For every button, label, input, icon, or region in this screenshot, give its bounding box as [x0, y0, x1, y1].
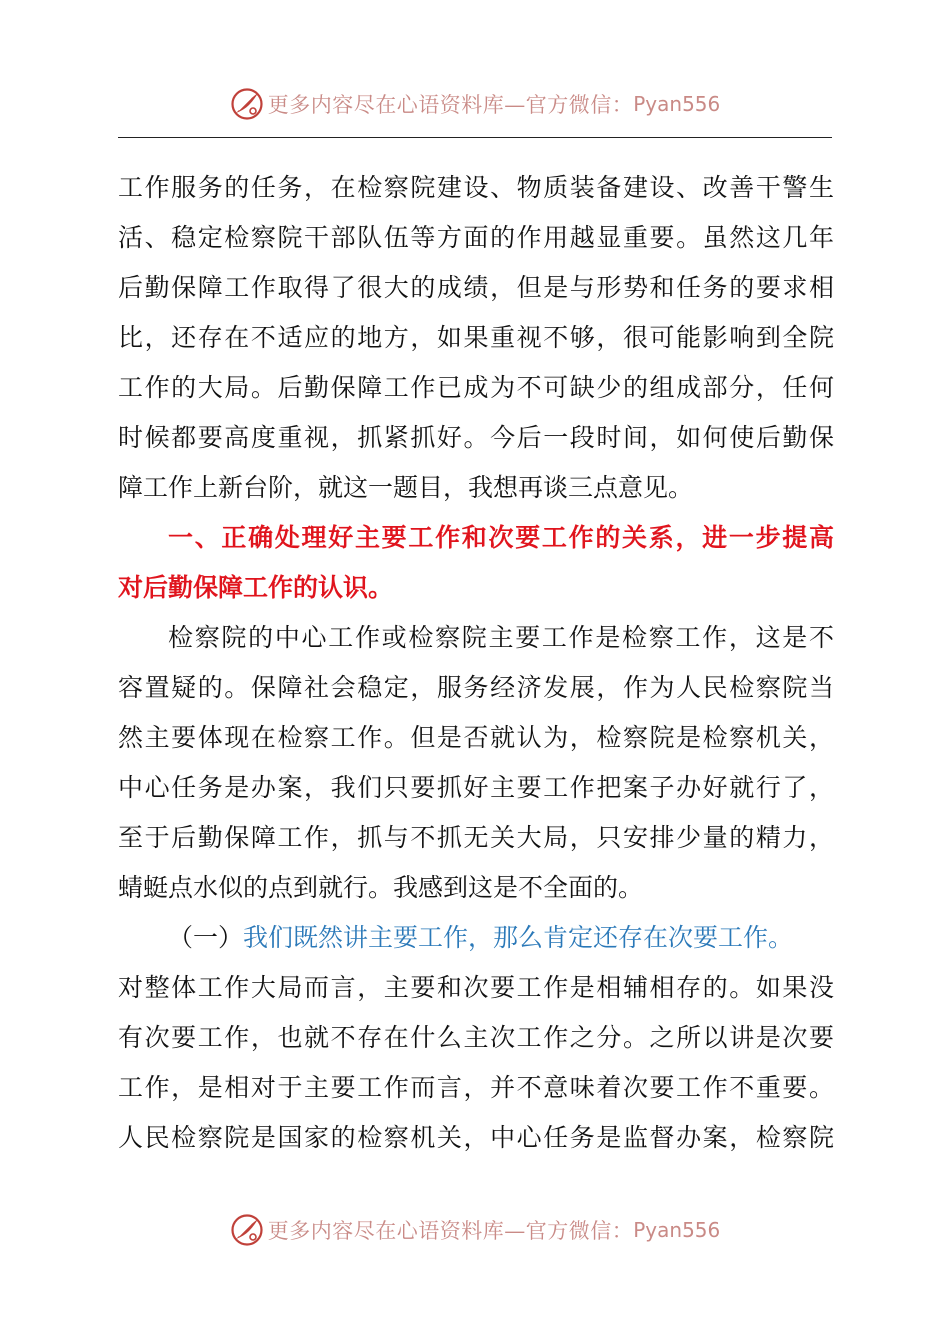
text-line: 蜻蜓点水似的点到就行。我感到这是不全面的。: [118, 873, 644, 902]
text-line: 容置疑的。保障社会稳定，服务经济发展，作为人民检察院当: [118, 673, 834, 702]
subheading-line: [118, 913, 834, 963]
banner-text: 更多内容尽在心语资料库—官方微信：: [267, 1219, 634, 1243]
section-heading: [118, 513, 834, 613]
pen-logo-icon: [230, 1213, 264, 1247]
header-divider: [118, 137, 832, 138]
subheading-number: （一）: [168, 923, 244, 952]
text-line: 时候都要高度重视，抓紧抓好。今后一段时间，如何使后勤保: [118, 423, 834, 452]
text-line: 障工作上新台阶，就这一题目，我想再谈三点意见。: [118, 473, 694, 502]
text-line: 人民检察院是国家的检察机关，中心任务是监督办案，检察院: [118, 1123, 834, 1152]
footer-watermark-banner: [0, 1210, 950, 1250]
paragraph-1: [118, 163, 834, 513]
banner-text: 更多内容尽在心语资料库—官方微信：: [267, 93, 634, 117]
paragraph-2: [118, 613, 834, 913]
text-line: 工作的大局。后勤保障工作已成为不可缺少的组成部分，任何: [118, 373, 834, 402]
banner-wechat-id: Pyan556: [633, 92, 721, 116]
text-line: 对整体工作大局而言，主要和次要工作是相辅相存的。如果没: [118, 973, 834, 1002]
pen-logo-icon: [230, 87, 264, 121]
header-watermark-banner: [0, 84, 950, 124]
text-line: 中心任务是办案，我们只要抓好主要工作把案子办好就行了，: [118, 773, 834, 802]
heading-line: 对后勤保障工作的认识。: [118, 573, 394, 602]
document-body: [118, 163, 834, 1163]
text-line: 工作，是相对于主要工作而言，并不意味着次要工作不重要。: [118, 1073, 834, 1102]
heading-line: 一、正确处理好主要工作和次要工作的关系，进一步提高: [168, 523, 834, 552]
text-line: 有次要工作，也就不存在什么主次工作之分。之所以讲是次要: [118, 1023, 834, 1052]
banner-wechat-id: Pyan556: [633, 1218, 721, 1242]
text-line: 然主要体现在检察工作。但是否就认为，检察院是检察机关，: [118, 723, 834, 752]
text-line: 工作服务的任务，在检察院建设、物质装备建设、改善干警生: [118, 173, 834, 202]
text-line: 活、稳定检察院干部队伍等方面的作用越显重要。虽然这几年: [118, 223, 834, 252]
subheading-title: 我们既然讲主要工作，那么肯定还存在次要工作。: [243, 923, 794, 952]
text-line: 检察院的中心工作或检察院主要工作是检察工作，这是不: [168, 623, 834, 652]
paragraph-3: [118, 913, 834, 1163]
text-line: 比，还存在不适应的地方，如果重视不够，很可能影响到全院: [118, 323, 834, 352]
text-line: 至于后勤保障工作，抓与不抓无关大局，只安排少量的精力，: [118, 823, 834, 852]
text-line: 后勤保障工作取得了很大的成绩，但是与形势和任务的要求相: [118, 273, 834, 302]
